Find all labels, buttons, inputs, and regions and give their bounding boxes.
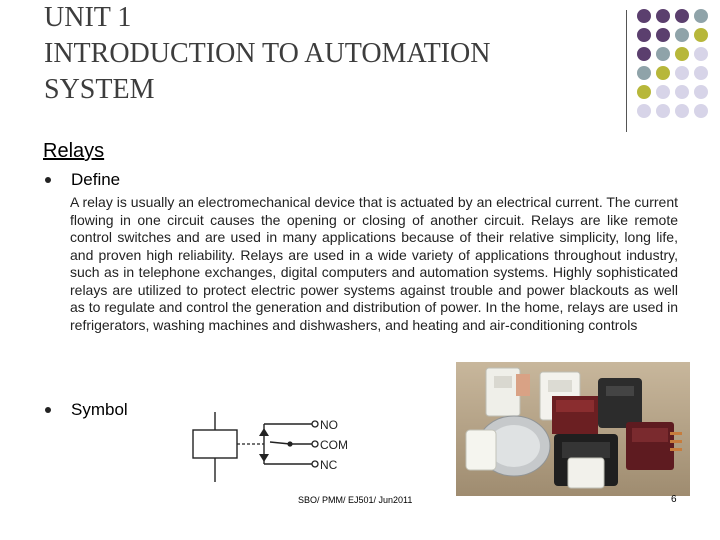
dot — [694, 66, 708, 80]
definition-paragraph: A relay is usually an electromechanical device that is actuated by an electrical current. The current flowing in one circuit causes the opening or closing of another circuit. Relays are like remote control switches and are used in many applications because of their relative simplicity, long life, and proven high reliability. Relays are used in a wide variety of applications throughout industry, such as in telephone exchanges, digital computers and automation systems. Highly sophisticated relays are utilized to protect electric power systems against trouble and power blackouts as well as to regulate and control the generation and distribution of power. In the home, relays are used in refrigerators, washing machines and dishwashers, and heating and air-conditioning controls — [70, 194, 678, 333]
relay-photo-illustration — [456, 362, 690, 496]
dot — [675, 9, 689, 23]
dot — [675, 28, 689, 42]
dot — [694, 47, 708, 61]
relay-symbol-svg — [188, 410, 368, 484]
dot — [656, 47, 670, 61]
slide-footer: SBO/ PMM/ EJ501/ Jun2011 — [298, 495, 413, 505]
dot — [637, 47, 651, 61]
bullet-dot — [45, 407, 51, 413]
dot — [637, 104, 651, 118]
dot — [637, 28, 651, 42]
bullet-define: Define — [71, 170, 121, 189]
slide-title-line-2: INTRODUCTION TO AUTOMATION — [44, 38, 491, 69]
decorative-dot-grid — [637, 9, 717, 133]
dot — [656, 28, 670, 42]
dot — [675, 104, 689, 118]
dot — [694, 85, 708, 99]
section-heading: Relays — [43, 140, 105, 162]
slide-title — [44, 0, 614, 108]
dot — [637, 9, 651, 23]
bullet-symbol: Symbol — [71, 400, 128, 419]
page-number: 6 — [671, 494, 677, 505]
dot — [656, 66, 670, 80]
bullet-dot — [45, 177, 51, 183]
terminal-label-no: NO — [320, 418, 338, 432]
dot — [694, 104, 708, 118]
dot — [694, 28, 708, 42]
relay-symbol-diagram — [188, 410, 368, 484]
terminal-label-nc: NC — [320, 458, 338, 472]
terminal-label-com: COM — [320, 438, 348, 452]
dot — [656, 9, 670, 23]
dot — [694, 9, 708, 23]
dot — [637, 66, 651, 80]
dot — [675, 47, 689, 61]
relay-photo — [456, 362, 690, 496]
slide-title-line-3: SYSTEM — [44, 74, 155, 105]
slide-title-line-1: UNIT 1 — [44, 2, 132, 33]
dot — [637, 85, 651, 99]
dot — [656, 85, 670, 99]
dot — [675, 85, 689, 99]
title-divider — [626, 10, 627, 132]
dot — [656, 104, 670, 118]
dot — [675, 66, 689, 80]
